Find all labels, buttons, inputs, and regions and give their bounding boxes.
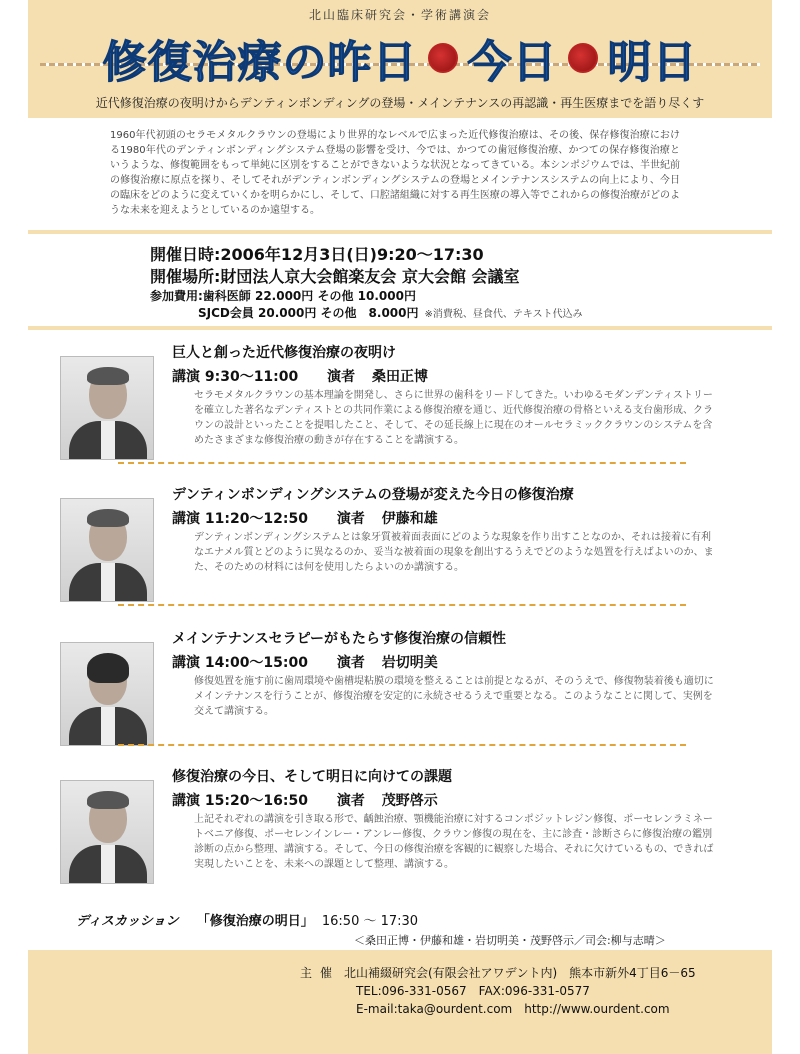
event-fee-general: 参加費用:歯科医師 22.000円 その他 10.000円 — [150, 289, 416, 303]
session-time: 講演 9:30～11:00 — [172, 369, 299, 385]
speaker-label: 演者 — [336, 511, 365, 527]
speaker-label: 演者 — [336, 655, 365, 671]
discussion-label: ディスカッション — [76, 914, 179, 929]
photo-hair — [87, 509, 129, 527]
session-1 — [60, 342, 750, 467]
event-info — [150, 244, 583, 323]
photo-hair — [87, 653, 129, 683]
session-4 — [60, 766, 750, 896]
main-title — [103, 26, 698, 90]
discussion-participants: ＜桑田正博・伊藤和雄・岩切明美・茂野啓示／司会:柳与志晴＞ — [354, 934, 666, 947]
session-time-row — [172, 790, 438, 810]
event-venue: 開催場所:財団法人京大会館楽友会 京大会館 会議室 — [150, 267, 520, 286]
discussion-line — [76, 910, 418, 929]
photo-collar — [101, 845, 115, 884]
title-part-tomorrow: 明日 — [607, 37, 698, 88]
speaker-name: 伊藤和雄 — [381, 511, 438, 527]
speaker-name: 茂野啓示 — [381, 793, 438, 809]
event-date: 開催日時:2006年12月3日(日)9:20～17:30 — [150, 245, 484, 264]
session-description: 上記それぞれの講演を引き取る形で、齲蝕治療、顎機能治療に対するコンポジットレジン修復、ポーセレンラミネートベニア修復、ポーセレンインレー・アンレー修復、クラウン修復の現在を、主に診査・診断さらに修復治療の鑑別診断の点から整理、講演する。そして、今日の修復治療を客観的に観察した場合、それに欠けているもの、できれば実現したいことを、未来への課題として整理、講演する。 — [194, 814, 714, 870]
fee-note: ※消費税、昼食代、テキスト代込み — [424, 309, 583, 320]
session-time-row — [172, 508, 438, 528]
fee-sjcd-text: SJCD会員 20.000円 その他 8.000円 — [198, 306, 419, 320]
divider-band — [28, 230, 772, 234]
divider-band — [28, 326, 772, 330]
subtitle: 近代修復治療の夜明けからデンティンボンディングの登場・メインテナンスの再認識・再生医療までを語り尽くす — [28, 94, 772, 111]
session-title: 巨人と創った近代修復治療の夜明け — [172, 345, 396, 361]
speaker-name: 岩切明美 — [381, 655, 438, 671]
speaker-photo — [60, 780, 154, 884]
event-fee-sjcd — [150, 305, 583, 323]
session-title: デンティンボンディングシステムの登場が変えた今日の修復治療 — [172, 487, 574, 503]
session-2 — [60, 484, 750, 609]
title-part-today: 今日 — [467, 37, 558, 88]
session-3 — [60, 628, 750, 753]
dashed-divider — [118, 604, 686, 606]
speaker-photo — [60, 642, 154, 746]
photo-collar — [101, 421, 115, 460]
session-time: 講演 15:20～16:50 — [172, 793, 309, 809]
discussion-time: 16:50 ～ 17:30 — [321, 914, 419, 929]
organizer-heading: 北山臨床研究会・学術講演会 — [308, 8, 491, 22]
session-description: セラモメタルクラウンの基本理論を開発し、さらに世界の歯科をリードしてきた。いわゆるモダンデンティストリーを確立した著名なデンティストとの共同作業による修復治療を通じ、近代修復治療の骨格といえる支台歯形成、クラウンの設計といったことを提唱したこと、そして、その延長線上に現在のオールセラミッククラウンのシステムを含めたさまざまな修復治療の動きが存在することを講演する。 — [194, 390, 713, 446]
footer-contact: E-mail:taka@ourdent.com http://www.ourdent.com — [356, 1002, 670, 1016]
session-time-row — [172, 652, 438, 672]
dashed-divider — [118, 744, 686, 746]
footer-organization: 北山補綴研究会(有限会社アワデント内) 熊本市新外4丁目6－65 — [344, 966, 696, 980]
speaker-name: 桑田正博 — [372, 369, 429, 385]
intro-paragraph: 1960年代初頭のセラモメタルクラウンの登場により世界的なレベルで広まった近代修復治療は、その後、保存修復治療における1980年代のデンティンボンディングシステム登場の影響を受け、今では、かつての歯冠修復治療、かつての保存修復治療というような、修復範囲をもって単純に区別をすることができないような状況となってきている。本シンポジウムでは、半世紀前の修復治療に原点を探り、そしてそれがデンティンボンディングシステムの登場とメインテナンスシステムの向上により、今日の臨床をどのように変えていくかを明らかにし、そして、口腔諸組織に対する再生医療の導入等でこれからの修復治療がどのような未来を迎えようとしているのか遠望する。 — [110, 130, 680, 216]
session-title: 修復治療の今日、そして明日に向けての課題 — [172, 769, 452, 785]
title-row — [28, 26, 772, 90]
speaker-label: 演者 — [336, 793, 365, 809]
header-banner — [28, 0, 772, 118]
speaker-photo — [60, 356, 154, 460]
footer-phone: TEL:096-331-0567 FAX:096-331-0577 — [356, 984, 590, 998]
session-time: 講演 11:20～12:50 — [172, 511, 309, 527]
session-time-row — [172, 366, 428, 386]
dashed-divider — [118, 462, 686, 464]
footer — [28, 950, 772, 1054]
red-seal-icon — [428, 43, 458, 73]
session-description: デンティンボンディングシステムとは象牙質被着面表面にどのような現象を作り出すことなのか、それは接着に有利なエナメル質とどのように異なるのか、妥当な被着面の現象を創出するうえでどのような処置を行えばよいのか、また、そのための材料には何を使用したらよいのか講演する。 — [194, 532, 714, 573]
session-description: 修復処置を施す前に歯周環境や歯槽堤粘膜の環境を整えることは前提となるが、そのうえで、修復物装着後も適切にメインテナンスを行うことが、修復治療を安定的に永続させるうえで重要となる。このようなことに関して、実例を交えて講演する。 — [194, 676, 714, 717]
photo-hair — [87, 791, 129, 809]
speaker-label: 演者 — [327, 369, 356, 385]
discussion-title: 「修復治療の明日」 — [196, 914, 314, 929]
photo-collar — [101, 563, 115, 602]
footer-label: 主催 — [300, 966, 341, 980]
session-title: メインテナンスセラピーがもたらす修復治療の信頼性 — [172, 631, 507, 647]
photo-collar — [101, 707, 115, 746]
title-part-yesterday: 修復治療の昨日 — [102, 37, 418, 88]
speaker-photo — [60, 498, 154, 602]
photo-hair — [87, 367, 129, 385]
red-seal-icon — [568, 43, 598, 73]
session-time: 講演 14:00～15:00 — [172, 655, 309, 671]
